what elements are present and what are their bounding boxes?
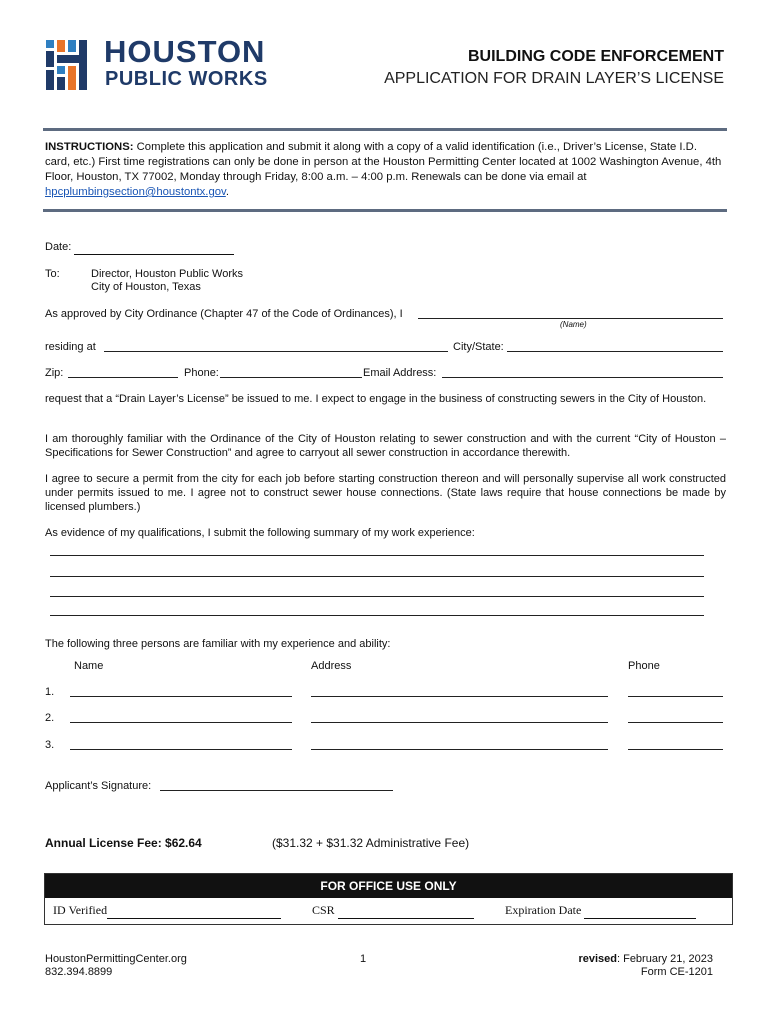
to-line-1: Director, Houston Public Works <box>91 268 244 280</box>
to-line-2: City of Houston, Texas <box>91 281 201 293</box>
experience-line-3[interactable] <box>50 596 704 597</box>
fee-label: Annual License Fee: $62.64 <box>45 836 202 850</box>
approved-text: As approved by City Ordinance (Chapter 47 of the Code of Ordinances), I <box>45 308 403 320</box>
email-label: Email Address: <box>363 367 437 379</box>
zip-field[interactable] <box>68 377 178 378</box>
paragraph-familiar: I am thoroughly familiar with the Ordinance of the City of Houston relating to sewer construction and with the current “City of Houston – Specifications for Sewer Construction” and agree to carryout all sewer construction in accordance therewith. <box>45 433 726 459</box>
experience-line-1[interactable] <box>50 555 704 556</box>
expiration-label: Expiration Date <box>505 903 582 917</box>
footer-revised-date: : February 21, 2023 <box>616 953 713 965</box>
name-field[interactable] <box>418 318 723 319</box>
date-field[interactable] <box>74 240 234 255</box>
id-verified-field[interactable] <box>107 903 281 919</box>
city-state-label: City/State: <box>453 341 504 353</box>
instructions-bottom-rule <box>43 209 727 212</box>
name-caption: (Name) <box>560 320 587 329</box>
footer-website: HoustonPermittingCenter.org <box>45 953 187 965</box>
expiration-field[interactable] <box>584 903 696 919</box>
reference-1-phone-field[interactable] <box>628 696 723 697</box>
reference-3-address-field[interactable] <box>311 749 608 750</box>
csr-field[interactable] <box>338 903 474 919</box>
office-use-heading: FOR OFFICE USE ONLY <box>45 874 732 898</box>
email-field[interactable] <box>442 377 723 378</box>
reference-number-3: 3. <box>45 739 55 751</box>
reference-3-name-field[interactable] <box>70 749 292 750</box>
logo-wordmark-houston: HOUSTON <box>104 34 266 69</box>
references-intro: The following three persons are familiar with my experience and ability: <box>45 638 391 650</box>
id-verified-row <box>53 903 281 919</box>
reference-1-address-field[interactable] <box>311 696 608 697</box>
zip-label: Zip: <box>45 367 64 379</box>
paragraph-evidence: As evidence of my qualifications, I submit the following summary of my work experience: <box>45 527 475 539</box>
logo-mark <box>46 40 94 90</box>
footer-form-number: Form CE-1201 <box>640 966 713 978</box>
reference-2-phone-field[interactable] <box>628 722 723 723</box>
date-row <box>45 240 234 255</box>
signature-field[interactable] <box>160 790 393 791</box>
logo-wordmark-public-works: PUBLIC WORKS <box>105 68 268 90</box>
reference-number-2: 2. <box>45 712 55 724</box>
references-col-address: Address <box>311 660 352 672</box>
phone-field[interactable] <box>220 377 362 378</box>
date-label: Date: <box>45 241 72 253</box>
document-subtitle: APPLICATION FOR DRAIN LAYER’S LICENSE <box>384 70 724 87</box>
csr-row <box>312 903 474 919</box>
footer-phone: 832.394.8899 <box>45 966 113 978</box>
footer-revised <box>578 952 713 966</box>
instructions-block: INSTRUCTIONS: Complete this application and submit it along with a copy of a valid identification (i.e., Driver’s License, State I.D. card, etc.) First time registrations can only be done in person at the Houston Permitting Center located at 1002 Washington Avenue, 4th Floor, Houston, TX 77002, Monday through Friday, 8:00 a.m. – 4:00 p.m. Renewals can be done via email at hpcplumbingsection@houstontx.gov. <box>45 141 722 198</box>
phone-label: Phone: <box>184 367 219 379</box>
residing-label: residing at <box>45 341 96 353</box>
to-label: To: <box>45 268 60 280</box>
experience-line-4[interactable] <box>50 615 704 616</box>
paragraph-agree: I agree to secure a permit from the city for each job before starting construction thereon and will personally supervise all work constructed under permits issued to me. I agree not to construct sewer house connections. (State laws require that house connections be made by licensed plumbers.) <box>45 473 726 513</box>
reference-3-phone-field[interactable] <box>628 749 723 750</box>
references-col-name: Name <box>74 660 104 672</box>
experience-line-2[interactable] <box>50 576 704 577</box>
reference-2-address-field[interactable] <box>311 722 608 723</box>
instructions-label: INSTRUCTIONS: <box>45 141 134 153</box>
instructions-top-rule <box>43 128 727 131</box>
footer-page-number: 1 <box>360 953 367 965</box>
fee-detail: ($31.32 + $31.32 Administrative Fee) <box>272 836 470 850</box>
instructions-text: Complete this application and submit it along with a copy of a valid identification (i.e., Driver’s License, State I.D. card, etc.) First time registrations can only be done in person at the Houston Permitting Center located at 1002 Washington Avenue, 4th Floor, Houston, TX 77002, Monday through Friday, 8:00 a.m. – 4:00 p.m. Renewals can be done via email at <box>45 141 722 183</box>
footer-revised-label: revised <box>578 953 617 965</box>
references-col-phone: Phone <box>628 660 660 672</box>
reference-1-name-field[interactable] <box>70 696 292 697</box>
expiration-row <box>505 903 696 919</box>
csr-label: CSR <box>312 903 335 917</box>
document-title: BUILDING CODE ENFORCEMENT <box>468 48 724 65</box>
instructions-email-link[interactable]: hpcplumbingsection@houstontx.gov <box>45 186 226 198</box>
paragraph-request: request that a “Drain Layer’s License” be issued to me. I expect to engage in the business of constructing sewers in the City of Houston. <box>45 393 707 405</box>
reference-number-1: 1. <box>45 686 55 698</box>
signature-label: Applicant’s Signature: <box>45 780 152 792</box>
reference-2-name-field[interactable] <box>70 722 292 723</box>
id-verified-label: ID Verified <box>53 903 108 917</box>
residing-field[interactable] <box>104 351 448 352</box>
city-state-field[interactable] <box>507 351 723 352</box>
